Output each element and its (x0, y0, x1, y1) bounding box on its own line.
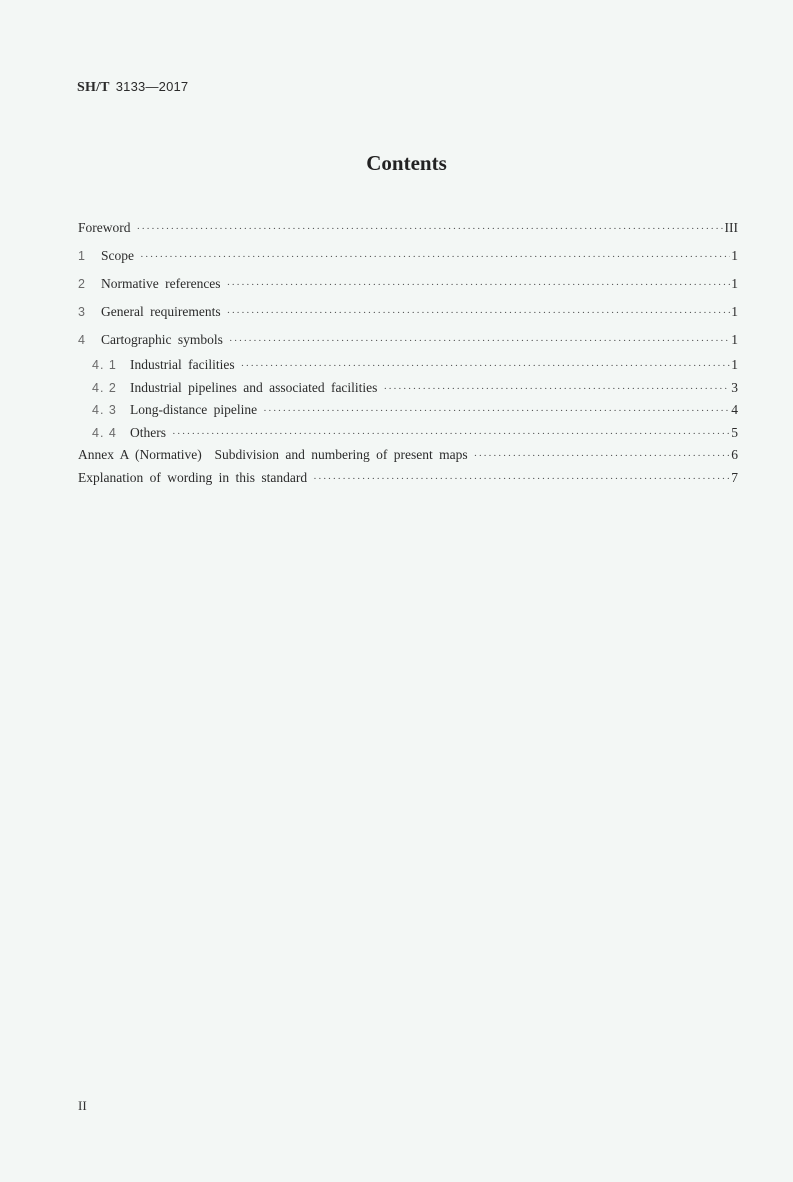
toc-dot-leader (383, 378, 730, 401)
toc-dot-leader (263, 400, 730, 423)
table-of-contents (78, 214, 738, 489)
toc-entry-number: 4. 3 (92, 403, 117, 417)
toc-entry-foreword[interactable] (78, 214, 738, 242)
toc-entry-long-distance-pipeline[interactable] (78, 399, 738, 422)
toc-entry-page: 1 (731, 332, 738, 347)
toc-entry-number: 4. 4 (92, 425, 117, 440)
toc-dot-leader (229, 327, 730, 355)
toc-entry-page: 1 (731, 304, 738, 319)
standard-code-number: 3133—2017 (115, 79, 189, 94)
toc-dot-leader (474, 445, 731, 468)
toc-entry-number: 4. 1 (92, 358, 117, 372)
toc-entry-label: Foreword (78, 220, 131, 235)
toc-entry-cartographic-symbols[interactable] (78, 326, 738, 354)
toc-entry-label: Cartographic symbols (101, 332, 223, 347)
toc-entry-page: 6 (731, 447, 738, 462)
toc-dot-leader (241, 355, 731, 378)
toc-dot-leader (137, 215, 724, 243)
toc-entry-number: 4. 2 (92, 380, 117, 395)
toc-entry-page: 3 (731, 379, 738, 395)
toc-entry-normative-references[interactable] (78, 270, 738, 298)
page-title: Contents (366, 151, 447, 175)
toc-entry-page: 1 (731, 248, 738, 263)
toc-entry-number: 2 (78, 277, 85, 291)
toc-entry-label: Annex A (Normative) Subdivision and numbering of present maps (78, 447, 468, 462)
toc-entry-label: Normative references (101, 276, 221, 291)
toc-entry-page: 1 (731, 357, 738, 372)
toc-entry-label: Explanation of wording in this standard (78, 469, 308, 485)
toc-entry-scope[interactable] (78, 242, 738, 270)
toc-entry-label: General requirements (101, 304, 221, 319)
toc-entry-label: Industrial facilities (130, 357, 235, 372)
toc-entry-industrial-facilities[interactable] (78, 354, 738, 377)
toc-entry-label: Industrial pipelines and associated facilities (130, 379, 378, 395)
toc-entry-page: 1 (731, 276, 738, 291)
toc-entry-label: Long-distance pipeline (130, 402, 258, 417)
toc-entry-explanation-of-wording[interactable] (78, 467, 738, 490)
toc-entry-industrial-pipelines[interactable] (78, 377, 738, 400)
standard-code (77, 79, 188, 96)
standard-code-prefix: SH/T (77, 80, 110, 95)
page-number: II (78, 1098, 87, 1113)
toc-entry-annex-a[interactable] (78, 444, 738, 467)
toc-entry-number: 1 (78, 249, 85, 263)
toc-entry-label: Scope (101, 248, 134, 263)
toc-dot-leader (172, 423, 730, 446)
toc-entry-number: 3 (78, 305, 85, 319)
toc-dot-leader (227, 299, 731, 327)
toc-entry-others[interactable] (78, 422, 738, 445)
toc-entry-page: III (724, 220, 738, 235)
toc-dot-leader (313, 468, 730, 491)
toc-entry-page: 4 (731, 402, 738, 417)
toc-dot-leader (227, 271, 731, 299)
toc-entry-general-requirements[interactable] (78, 298, 738, 326)
toc-entry-page: 5 (731, 424, 738, 440)
toc-entry-label: Others (130, 424, 166, 440)
toc-entry-number: 4 (78, 333, 85, 347)
toc-entry-page: 7 (731, 469, 738, 485)
toc-dot-leader (140, 243, 730, 271)
